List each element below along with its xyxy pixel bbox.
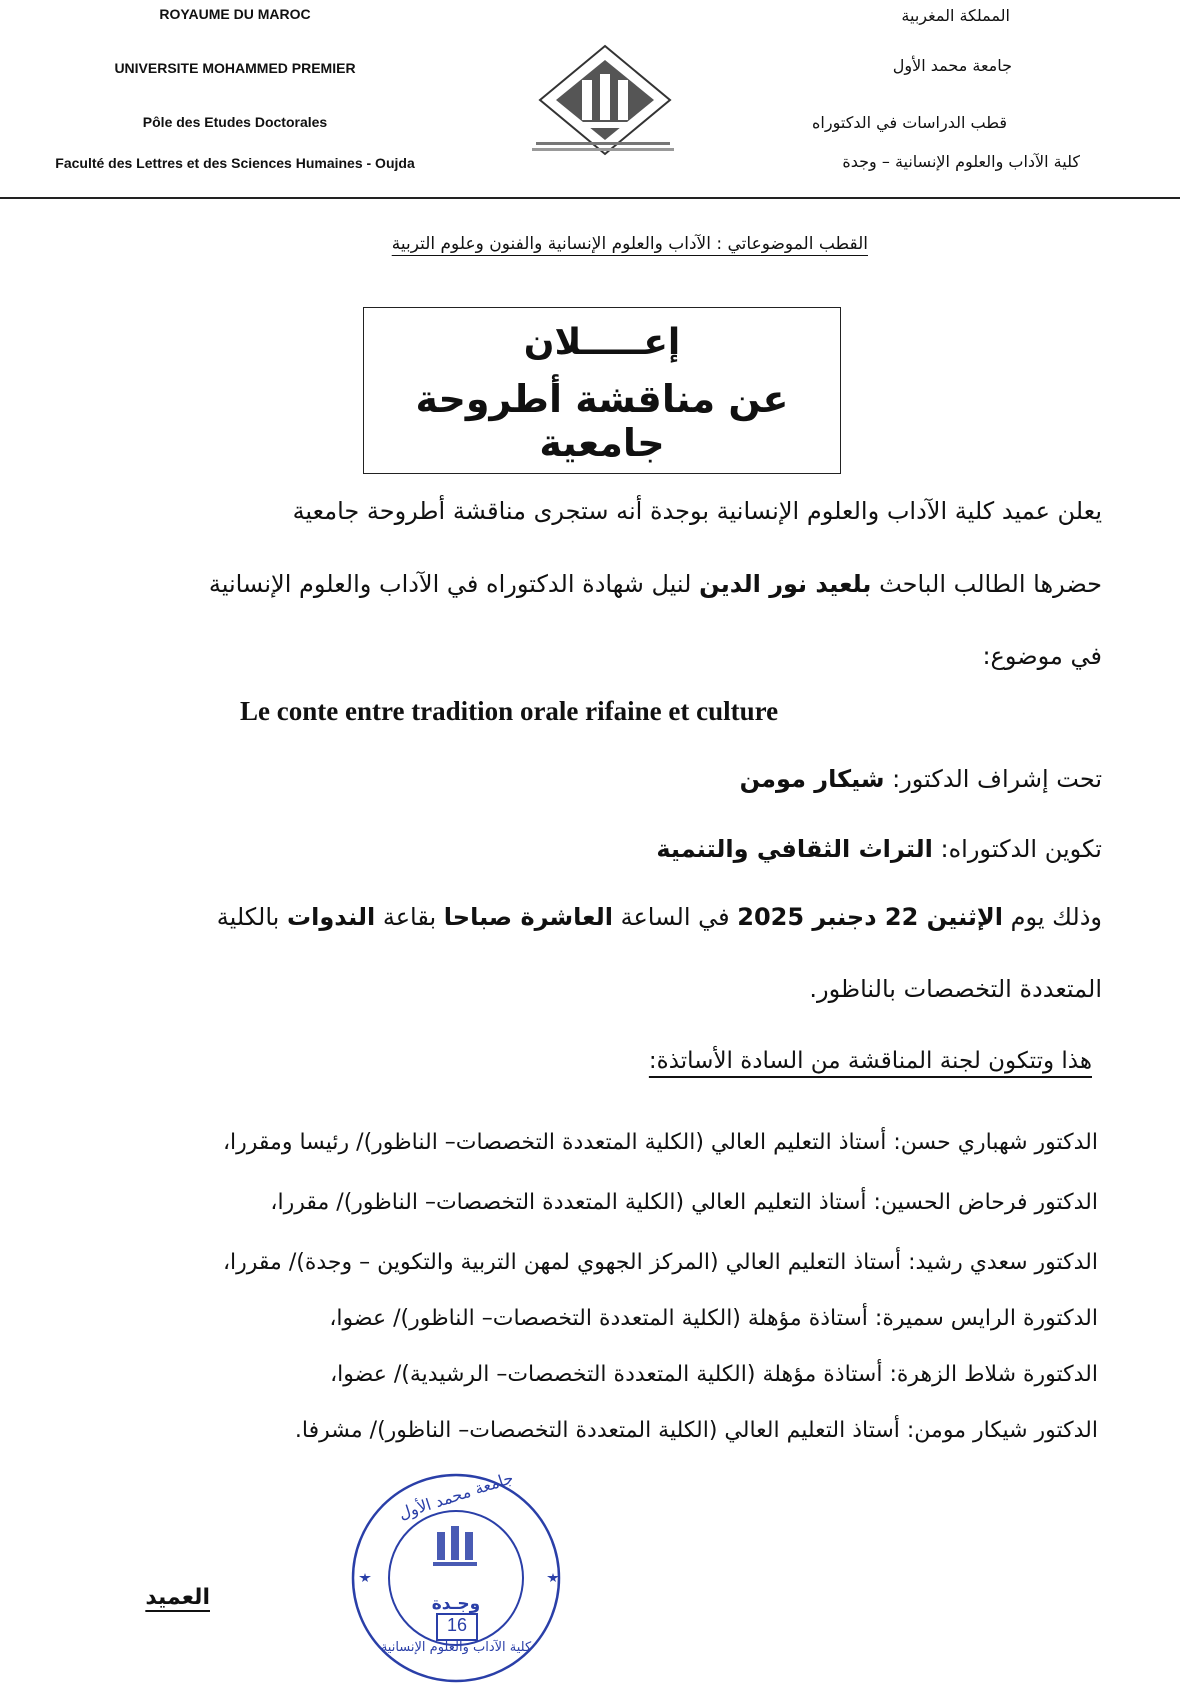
defense-date: الإثنين 22 دجنبر 2025 — [737, 903, 1003, 931]
stamp-number: 16 — [446, 1615, 468, 1635]
program-line — [402, 835, 1102, 863]
committee-member: الدكتور شيكار مومن: أستاذ التعليم العالي (الكلية المتعددة التخصصات– الناظور)/ مشرفا. — [294, 1418, 1098, 1443]
supervisor-line — [402, 765, 1102, 793]
defense-room: الندوات — [287, 903, 376, 931]
committee-member: الدكتور سعدي رشيد: أستاذ التعليم العالي (المركز الجهوي لمهن التربية والتكوين – وجدة)/ مقررا، — [222, 1250, 1098, 1275]
committee-member: الدكتور فرحاض الحسين: أستاذ التعليم العالي (الكلية المتعددة التخصصات– الناظور)/ مقررا، — [270, 1190, 1098, 1215]
thematic-pole: القطب الموضوعاتي : الآداب والعلوم الإنسانية والفنون وعلوم التربية — [391, 234, 868, 254]
header-ar-faculty: كلية الآداب والعلوم الإنسانية – وجدة — [842, 152, 1080, 171]
announcement-box — [363, 307, 841, 474]
supervisor-label: تحت إشراف الدكتور: — [892, 765, 1102, 793]
stamp-top-text: جامعة محمد الأول — [396, 1468, 516, 1523]
header-ar-university: جامعة محمد الأول — [892, 56, 1012, 75]
committee-member: الدكتور شهباري حسن: أستاذ التعليم العالي (الكلية المتعددة التخصصات– الناظور)/ رئيسا ومقررا، — [222, 1130, 1098, 1155]
thesis-title: Le conte entre tradition orale rifaine et culture — [240, 696, 779, 726]
header-ar-pole: قطب الدراسات في الدكتوراه — [812, 113, 1007, 132]
official-stamp — [345, 1468, 567, 1684]
program-label: تكوين الدكتوراه: — [940, 835, 1102, 863]
body-line-2-post: لنيل شهادة الدكتوراه في الآداب والعلوم الإنسانية — [208, 570, 692, 598]
body-line-3: في موضوع: — [982, 642, 1102, 670]
body-line-last: المتعددة التخصصات بالناظور. — [809, 975, 1102, 1003]
body-line-2 — [62, 570, 1102, 598]
program-name: التراث الثقافي والتنمية — [656, 835, 933, 863]
defense-time: العاشرة صباحا — [443, 903, 613, 931]
time-pre: في الساعة — [620, 903, 730, 931]
student-name: بلعيد نور الدين — [699, 570, 872, 598]
committee-member: الدكتورة الرايس سميرة: أستاذة مؤهلة (الكلية المتعددة التخصصات– الناظور)/ عضوا، — [329, 1306, 1098, 1331]
header-fr-kingdom: ROYAUME DU MAROC — [159, 6, 311, 22]
body-line-1: يعلن عميد كلية الآداب والعلوم الإنسانية بوجدة أنه ستجرى مناقشة أطروحة جامعية — [292, 497, 1102, 525]
committee-member: الدكتورة شلاط الزهرة: أستاذة مؤهلة (الكلية المتعددة التخصصات– الرشيدية)/ عضوا، — [330, 1362, 1098, 1387]
header-divider — [0, 197, 1180, 199]
stamp-bottom-text: كلية الآداب والعلوم الإنسانية — [380, 1640, 532, 1655]
body-line-2-pre: حضرها الطالب الباحث — [879, 570, 1102, 598]
dean-signature-label: العميد — [145, 1585, 210, 1610]
header-fr-pole: Pôle des Etudes Doctorales — [142, 114, 328, 130]
date-pre: وذلك يوم — [1010, 903, 1102, 931]
room-pre: بقاعة — [382, 903, 437, 931]
logo-caption-lines — [528, 140, 678, 154]
date-line — [102, 903, 1102, 931]
announcement-title: إعـــــلان — [523, 322, 681, 363]
room-post: بالكلية — [216, 903, 280, 931]
announcement-subtitle: عن مناقشة أطروحة جامعية — [415, 377, 789, 465]
committee-heading: هذا وتتكون لجنة المناقشة من السادة الأساتذة: — [648, 1048, 1092, 1074]
header-fr-faculty: Faculté des Lettres et des Sciences Humaines - Oujda — [55, 155, 415, 171]
supervisor-name: شيكار مومن — [739, 765, 885, 793]
header-ar-kingdom: المملكة المغربية — [901, 6, 1010, 25]
stamp-city: وجـدة — [431, 1594, 481, 1614]
header-fr-university: UNIVERSITE MOHAMMED PREMIER — [114, 60, 356, 76]
